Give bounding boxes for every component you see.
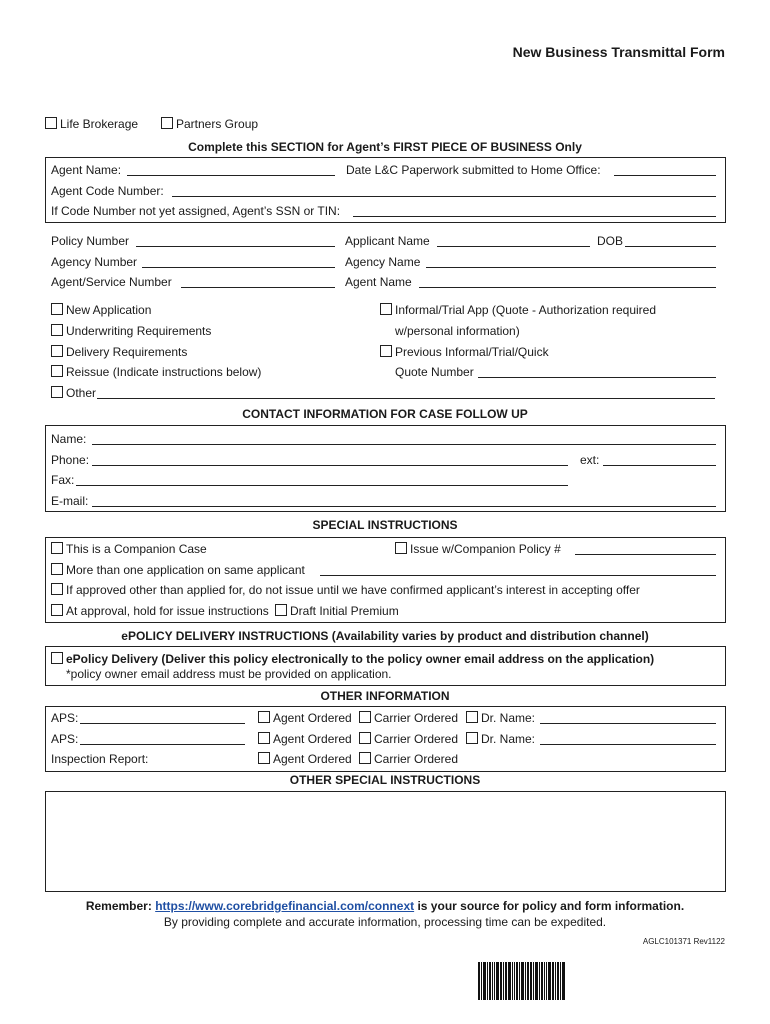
checkbox[interactable] — [51, 563, 63, 575]
agency-name-label: Agency Name — [345, 255, 421, 269]
draft-premium-option[interactable]: Draft Initial Premium — [275, 604, 399, 618]
agency-number-label: Agency Number — [51, 255, 138, 269]
contact-name-field[interactable] — [92, 444, 716, 445]
reissue-option[interactable]: Reissue (Indicate instructions below) — [51, 365, 261, 379]
aps-2-dr-name[interactable]: Dr. Name: — [466, 732, 535, 746]
fax-field[interactable] — [76, 485, 568, 486]
checkbox[interactable] — [380, 303, 392, 315]
checkbox[interactable] — [466, 732, 478, 744]
barcode-icon — [478, 962, 598, 1000]
agent-service-number-field[interactable] — [181, 287, 335, 288]
inspection-label: Inspection Report: — [51, 752, 149, 766]
ssn-label: If Code Number not yet assigned, Agent’s SSN or TIN: — [51, 204, 341, 218]
other-special-textarea[interactable] — [45, 791, 726, 892]
quote-number-label: Quote Number — [395, 365, 474, 379]
email-label: E-mail: — [51, 494, 89, 508]
applicant-name-label: Applicant Name — [345, 234, 430, 248]
informal-option[interactable]: Informal/Trial App (Quote - Authorization required — [380, 303, 656, 317]
checkbox[interactable] — [258, 711, 270, 723]
phone-label: Phone: — [51, 453, 90, 467]
checkbox[interactable] — [359, 732, 371, 744]
option-partners-group[interactable]: Partners Group — [161, 117, 258, 131]
dob-label: DOB — [597, 234, 624, 248]
epolicy-note: *policy owner email address must be provided on application. — [66, 667, 392, 681]
checkbox[interactable] — [51, 652, 63, 664]
other-info-header: OTHER INFORMATION — [320, 689, 450, 703]
aps-1-dr-name[interactable]: Dr. Name: — [466, 711, 535, 725]
date-paperwork-field[interactable] — [614, 175, 716, 176]
applicant-name-field[interactable] — [437, 246, 590, 247]
date-paperwork-label: Date L&C Paperwork submitted to Home Office: — [346, 163, 601, 177]
policy-number-field[interactable] — [136, 246, 335, 247]
checkbox[interactable] — [51, 386, 63, 398]
epolicy-header: ePOLICY DELIVERY INSTRUCTIONS (Availability varies by product and distribution channel) — [121, 629, 649, 643]
aps-2-agent-ordered[interactable]: Agent Ordered — [258, 732, 352, 746]
more-than-one-field[interactable] — [320, 575, 716, 576]
aps-2-label: APS: — [51, 732, 79, 746]
checkbox[interactable] — [45, 117, 57, 129]
contact-header: CONTACT INFORMATION FOR CASE FOLLOW UP — [242, 407, 528, 421]
checkbox[interactable] — [395, 542, 407, 554]
agent-code-field[interactable] — [172, 196, 716, 197]
dob-field[interactable] — [625, 246, 716, 247]
other-option[interactable]: Other — [51, 386, 96, 400]
checkbox[interactable] — [161, 117, 173, 129]
form-code: AGLC101371 Rev1122 — [642, 937, 725, 946]
contact-name-label: Name: — [51, 432, 87, 446]
inspection-carrier-ordered[interactable]: Carrier Ordered — [359, 752, 458, 766]
checkbox[interactable] — [51, 324, 63, 336]
checkbox[interactable] — [258, 752, 270, 764]
first-piece-header: Complete this SECTION for Agent’s FIRST PIECE OF BUSINESS Only — [188, 140, 582, 154]
agency-number-field[interactable] — [142, 267, 335, 268]
ext-field[interactable] — [603, 465, 716, 466]
footer-remember-line: Remember: https://www.corebridgefinancial.com/connext is your source for policy and form information. — [85, 899, 685, 913]
checkbox[interactable] — [51, 345, 63, 357]
agent-name-2-field[interactable] — [419, 287, 716, 288]
checkbox[interactable] — [466, 711, 478, 723]
epolicy-delivery-option[interactable]: ePolicy Delivery (Deliver this policy electronically to the policy owner email address on the application) — [51, 652, 654, 666]
companion-policy-field[interactable] — [575, 554, 716, 555]
other-special-header: OTHER SPECIAL INSTRUCTIONS — [289, 773, 481, 787]
aps-1-field[interactable] — [80, 723, 245, 724]
connext-link[interactable]: https://www.corebridgefinancial.com/connext — [155, 899, 415, 913]
delivery-option[interactable]: Delivery Requirements — [51, 345, 187, 359]
new-application-option[interactable]: New Application — [51, 303, 151, 317]
checkbox[interactable] — [51, 542, 63, 554]
email-field[interactable] — [92, 506, 716, 507]
companion-case-option[interactable]: This is a Companion Case — [51, 542, 207, 556]
ext-label: ext: — [580, 453, 600, 467]
checkbox[interactable] — [51, 604, 63, 616]
ssn-field[interactable] — [353, 216, 716, 217]
agency-name-field[interactable] — [426, 267, 716, 268]
contact-box — [45, 425, 726, 512]
issue-companion-option[interactable]: Issue w/Companion Policy # — [395, 542, 561, 556]
more-than-one-option[interactable]: More than one application on same applicant — [51, 563, 305, 577]
fax-label: Fax: — [51, 473, 75, 487]
underwriting-option[interactable]: Underwriting Requirements — [51, 324, 211, 338]
option-life-brokerage[interactable]: Life Brokerage — [45, 117, 138, 131]
aps-1-carrier-ordered[interactable]: Carrier Ordered — [359, 711, 458, 725]
agent-service-number-label: Agent/Service Number — [51, 275, 172, 289]
at-approval-option[interactable]: At approval, hold for issue instructions — [51, 604, 269, 618]
checkbox[interactable] — [51, 583, 63, 595]
if-approved-option[interactable]: If approved other than applied for, do not issue until we have confirmed applicant’s interest in accepting offer — [51, 583, 640, 597]
checkbox[interactable] — [51, 303, 63, 315]
agent-code-label: Agent Code Number: — [51, 184, 164, 198]
agent-name-label: Agent Name: — [51, 163, 122, 177]
aps-1-label: APS: — [51, 711, 79, 725]
agent-name-2-label: Agent Name — [345, 275, 412, 289]
aps-1-agent-ordered[interactable]: Agent Ordered — [258, 711, 352, 725]
footer-complete: By providing complete and accurate information, processing time can be expedited. — [163, 915, 607, 929]
checkbox[interactable] — [51, 365, 63, 377]
checkbox[interactable] — [380, 345, 392, 357]
agent-name-field[interactable] — [127, 175, 335, 176]
form-title: New Business Transmittal Form — [512, 44, 725, 60]
checkbox[interactable] — [359, 711, 371, 723]
aps-2-dr-name-field[interactable] — [540, 744, 716, 745]
aps-1-dr-name-field[interactable] — [540, 723, 716, 724]
previous-option[interactable]: Previous Informal/Trial/Quick — [380, 345, 549, 359]
checkbox[interactable] — [275, 604, 287, 616]
checkbox[interactable] — [359, 752, 371, 764]
inspection-agent-ordered[interactable]: Agent Ordered — [258, 752, 352, 766]
special-header: SPECIAL INSTRUCTIONS — [312, 518, 458, 532]
checkbox[interactable] — [258, 732, 270, 744]
aps-2-carrier-ordered[interactable]: Carrier Ordered — [359, 732, 458, 746]
other-field[interactable] — [97, 398, 715, 399]
aps-2-field[interactable] — [80, 744, 245, 745]
informal-option-cont: w/personal information) — [395, 324, 520, 338]
policy-number-label: Policy Number — [51, 234, 130, 248]
quote-number-field[interactable] — [478, 377, 716, 378]
phone-field[interactable] — [92, 465, 568, 466]
